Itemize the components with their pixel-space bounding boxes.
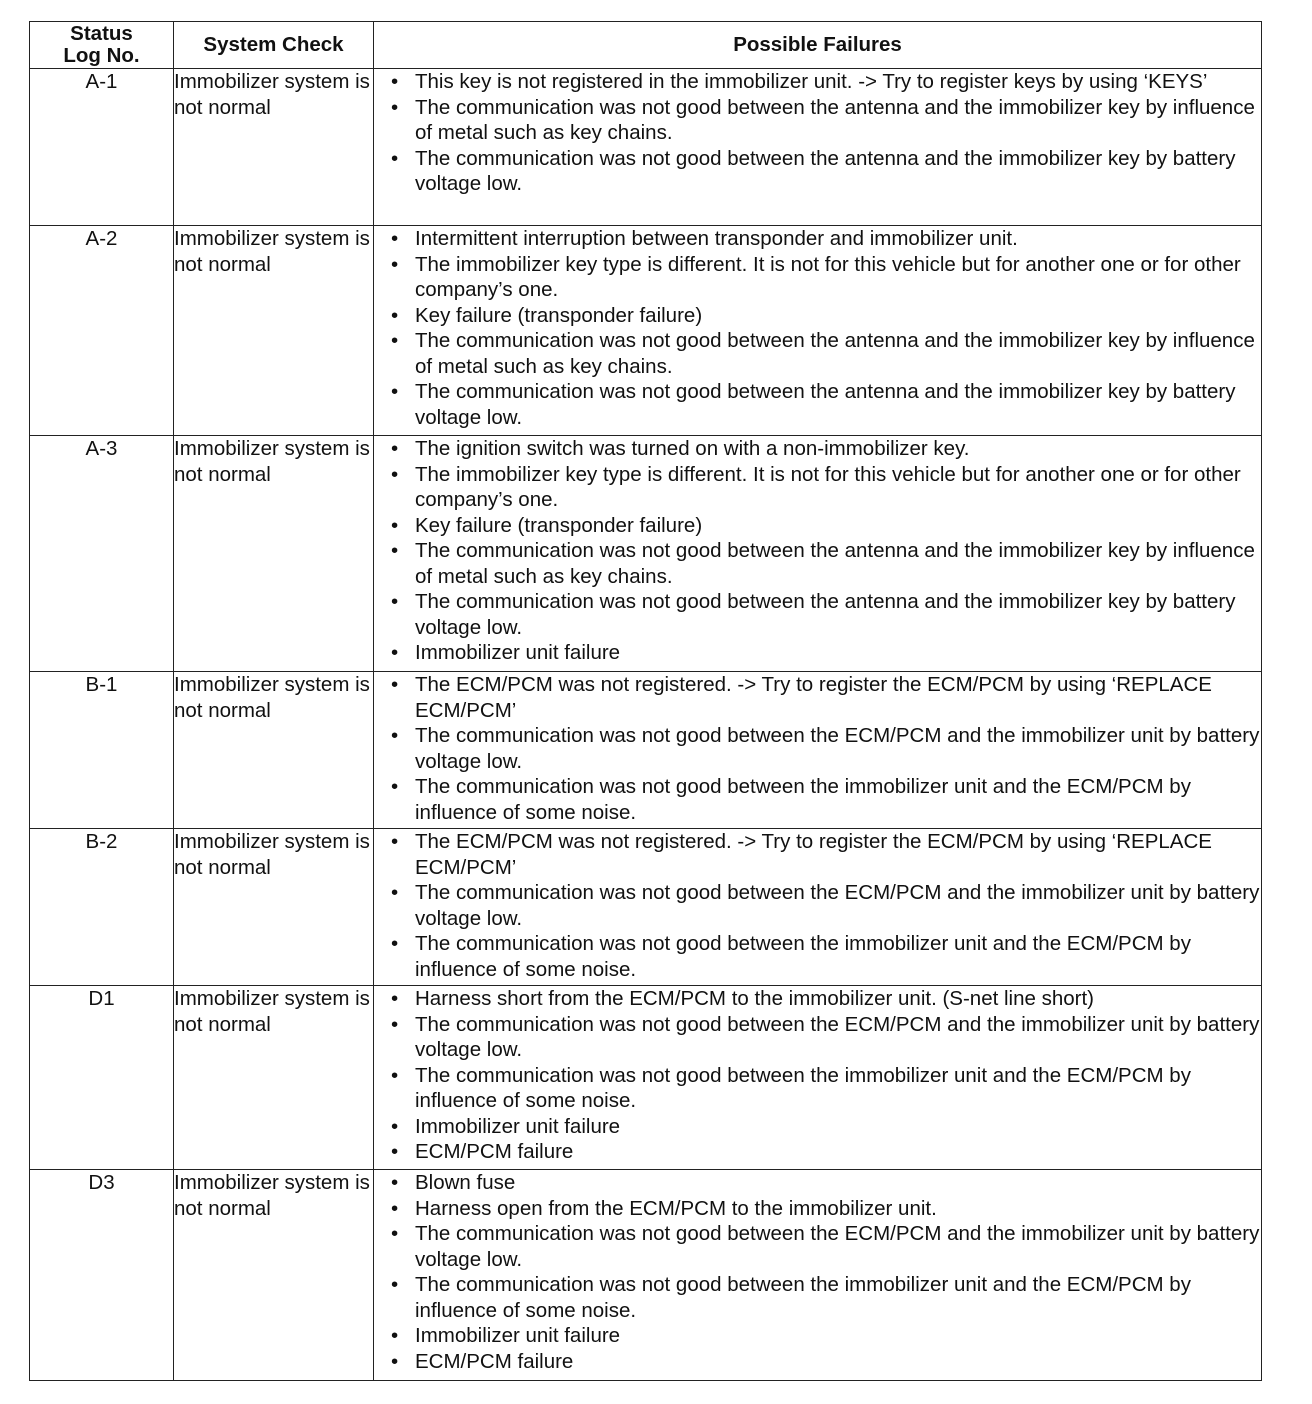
failure-item: • The communication was not good between the antenna and the immobilizer key by battery voltage low. <box>374 146 1261 197</box>
table-row <box>30 436 1262 672</box>
status-log-no-cell: B-2 <box>30 829 174 986</box>
possible-failures-cell <box>374 986 1262 1170</box>
failure-item: • The communication was not good between the immobilizer unit and the ECM/PCM by influence of some noise. <box>374 931 1261 982</box>
failure-item: • ECM/PCM failure <box>374 1139 1261 1165</box>
system-check-cell: Immobilizer system is not normal <box>174 436 374 672</box>
table-row <box>30 672 1262 829</box>
failure-item: • The ECM/PCM was not registered. -> Try to register the ECM/PCM by using ‘REPLACE ECM/PCM’ <box>374 672 1261 723</box>
failure-item: • Immobilizer unit failure <box>374 640 1261 666</box>
status-log-no-cell: D3 <box>30 1170 174 1381</box>
system-check-cell: Immobilizer system is not normal <box>174 1170 374 1381</box>
status-log-no-cell: D1 <box>30 986 174 1170</box>
possible-failures-cell <box>374 226 1262 436</box>
system-check-cell: Immobilizer system is not normal <box>174 672 374 829</box>
failure-item: • The ignition switch was turned on with a non-immobilizer key. <box>374 436 1261 462</box>
header-row <box>30 22 1262 69</box>
failure-list <box>374 986 1261 1165</box>
possible-failures-cell <box>374 1170 1262 1381</box>
header-possible-failures: Possible Failures <box>374 22 1262 69</box>
failure-list <box>374 829 1261 982</box>
failure-item: • The ECM/PCM was not registered. -> Try to register the ECM/PCM by using ‘REPLACE ECM/PCM’ <box>374 829 1261 880</box>
failure-list <box>374 69 1261 197</box>
table-row <box>30 69 1262 226</box>
status-log-table <box>29 21 1262 1381</box>
failure-item: • The communication was not good between the ECM/PCM and the immobilizer unit by battery voltage low. <box>374 880 1261 931</box>
system-check-cell: Immobilizer system is not normal <box>174 69 374 226</box>
possible-failures-cell <box>374 829 1262 986</box>
failure-item: • Intermittent interruption between transponder and immobilizer unit. <box>374 226 1261 252</box>
possible-failures-cell <box>374 436 1262 672</box>
failure-item: • Immobilizer unit failure <box>374 1323 1261 1349</box>
failure-item: • Immobilizer unit failure <box>374 1114 1261 1140</box>
failure-list <box>374 672 1261 825</box>
header-system-check: System Check <box>174 22 374 69</box>
failure-item: • The communication was not good between the antenna and the immobilizer key by battery voltage low. <box>374 379 1261 430</box>
table-body <box>30 69 1262 1381</box>
table-header <box>30 22 1262 69</box>
failure-item: • The communication was not good between the antenna and the immobilizer key by influence of metal such as key chains. <box>374 328 1261 379</box>
failure-item: • Key failure (transponder failure) <box>374 303 1261 329</box>
possible-failures-cell <box>374 69 1262 226</box>
failure-item: • The communication was not good between the immobilizer unit and the ECM/PCM by influence of some noise. <box>374 1272 1261 1323</box>
system-check-cell: Immobilizer system is not normal <box>174 226 374 436</box>
failure-item: • The communication was not good between the antenna and the immobilizer key by battery voltage low. <box>374 589 1261 640</box>
header-status-log-no <box>30 22 174 69</box>
failure-item: • Blown fuse <box>374 1170 1261 1196</box>
system-check-cell: Immobilizer system is not normal <box>174 986 374 1170</box>
failure-list <box>374 226 1261 430</box>
failure-item: • Harness open from the ECM/PCM to the immobilizer unit. <box>374 1196 1261 1222</box>
failure-item: • ECM/PCM failure <box>374 1349 1261 1375</box>
possible-failures-cell <box>374 672 1262 829</box>
failure-item: • The communication was not good between the immobilizer unit and the ECM/PCM by influence of some noise. <box>374 774 1261 825</box>
status-log-no-cell: A-3 <box>30 436 174 672</box>
failure-item: • The communication was not good between the ECM/PCM and the immobilizer unit by battery voltage low. <box>374 723 1261 774</box>
failure-item: • This key is not registered in the immobilizer unit. -> Try to register keys by using ‘KEYS’ <box>374 69 1261 95</box>
failure-item: • Harness short from the ECM/PCM to the immobilizer unit. (S-net line short) <box>374 986 1261 1012</box>
failure-item: • The communication was not good between the ECM/PCM and the immobilizer unit by battery voltage low. <box>374 1012 1261 1063</box>
failure-list <box>374 1170 1261 1374</box>
failure-item: • Key failure (transponder failure) <box>374 513 1261 539</box>
failure-item: • The communication was not good between the immobilizer unit and the ECM/PCM by influence of some noise. <box>374 1063 1261 1114</box>
status-log-no-cell: B-1 <box>30 672 174 829</box>
failure-list <box>374 436 1261 666</box>
status-log-no-cell: A-2 <box>30 226 174 436</box>
failure-item: • The immobilizer key type is different. It is not for this vehicle but for another one or for other company’s one. <box>374 252 1261 303</box>
failure-item: • The communication was not good between the antenna and the immobilizer key by influence of metal such as key chains. <box>374 538 1261 589</box>
system-check-cell: Immobilizer system is not normal <box>174 829 374 986</box>
status-log-no-cell: A-1 <box>30 69 174 226</box>
failure-item: • The immobilizer key type is different. It is not for this vehicle but for another one or for other company’s one. <box>374 462 1261 513</box>
table-row <box>30 1170 1262 1381</box>
failure-item: • The communication was not good between the ECM/PCM and the immobilizer unit by battery voltage low. <box>374 1221 1261 1272</box>
header-status-log-line2: Log No. <box>63 44 140 67</box>
table-row <box>30 829 1262 986</box>
table-row <box>30 986 1262 1170</box>
table-row <box>30 226 1262 436</box>
failure-item: • The communication was not good between the antenna and the immobilizer key by influence of metal such as key chains. <box>374 95 1261 146</box>
header-status-log-line1: Status <box>70 22 133 45</box>
